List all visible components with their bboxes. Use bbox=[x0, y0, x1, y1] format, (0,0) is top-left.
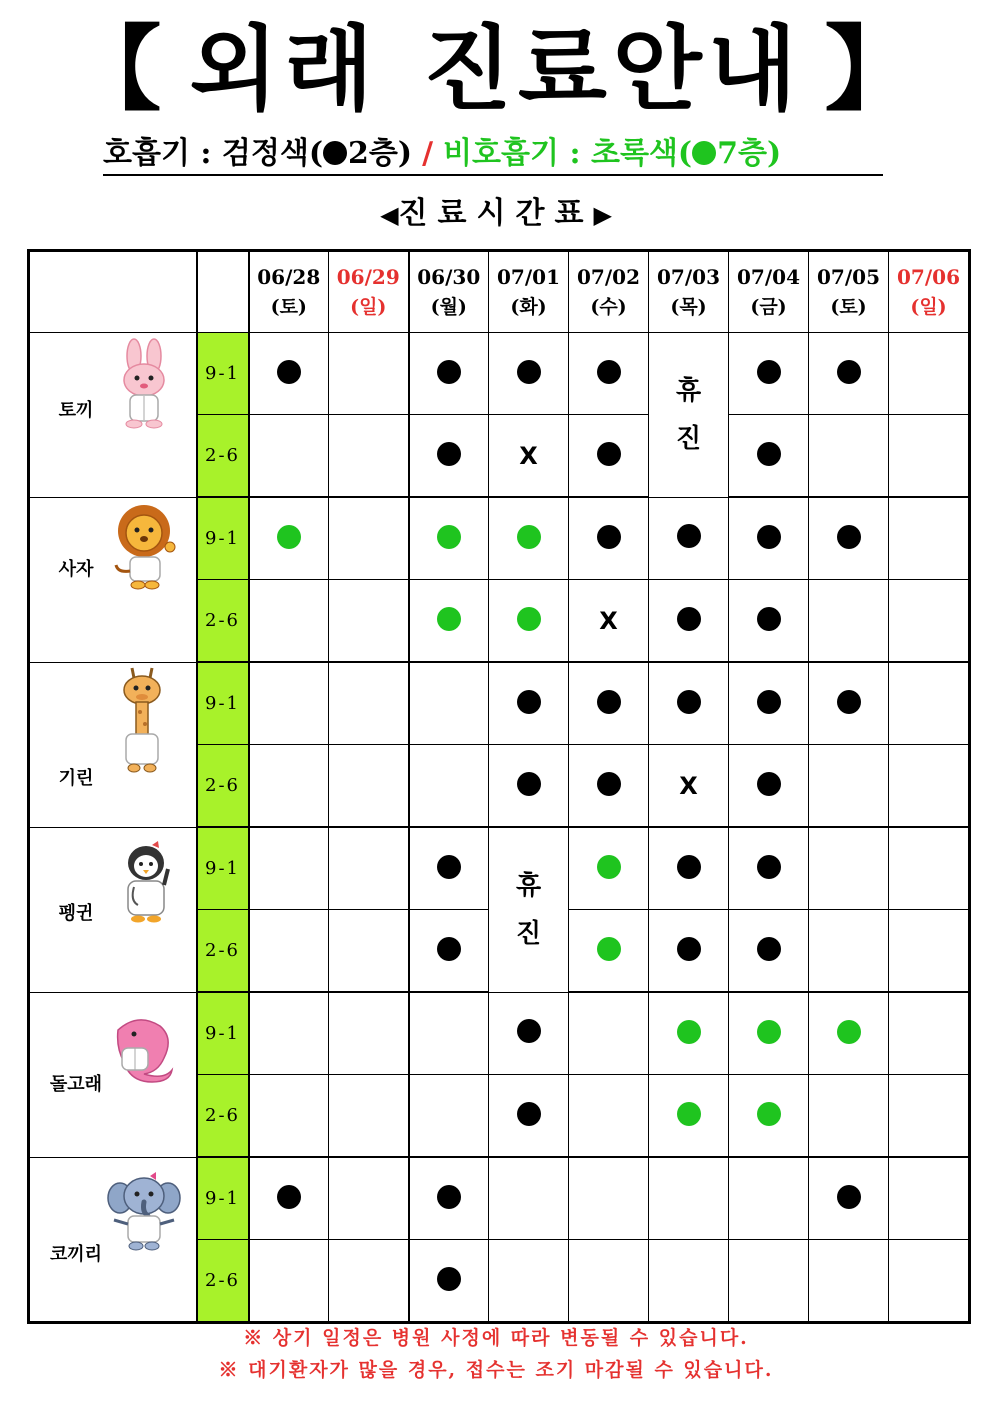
green-dot-icon bbox=[597, 855, 621, 879]
schedule-cell bbox=[329, 662, 409, 745]
schedule-cell bbox=[329, 1240, 409, 1323]
schedule-cell bbox=[729, 1075, 809, 1158]
schedule-table bbox=[27, 249, 971, 1324]
schedule-cell bbox=[489, 662, 569, 745]
schedule-cell bbox=[329, 827, 409, 910]
legend-nonrespiratory-floor: 7층) bbox=[717, 136, 782, 171]
schedule-cell bbox=[569, 1075, 649, 1158]
black-dot-icon bbox=[517, 772, 541, 796]
green-dot-icon bbox=[517, 525, 541, 549]
green-dot-icon bbox=[677, 1020, 701, 1044]
black-dot-icon bbox=[837, 1185, 861, 1209]
black-dot-icon bbox=[437, 1267, 461, 1291]
time-slot-label: 2-6 bbox=[197, 580, 249, 663]
date-header bbox=[569, 251, 649, 333]
color-legend bbox=[103, 134, 883, 176]
black-dot-icon bbox=[597, 772, 621, 796]
date-label: 07/06 bbox=[897, 265, 960, 289]
schedule-cell bbox=[889, 1075, 970, 1158]
closed-label bbox=[489, 862, 568, 958]
elephant-doctor-icon bbox=[106, 1168, 182, 1257]
schedule-cell bbox=[249, 415, 329, 498]
time-slot-label: 9-1 bbox=[197, 827, 249, 910]
doctor-name: 돌고래 bbox=[49, 1073, 103, 1095]
legend-nonrespiratory-label: 비호흡기 : 초록색( bbox=[443, 136, 693, 171]
schedule-cell bbox=[249, 745, 329, 828]
schedule-cell bbox=[729, 992, 809, 1075]
schedule-cell bbox=[809, 662, 889, 745]
time-slot-label: 9-1 bbox=[197, 662, 249, 745]
schedule-cell bbox=[729, 1240, 809, 1323]
black-dot-icon bbox=[597, 360, 621, 384]
time-slot-label: 2-6 bbox=[197, 415, 249, 498]
notice-line-1: ※ 상기 일정은 병원 사정에 따라 변동될 수 있습니다. bbox=[243, 1327, 749, 1349]
table-row bbox=[29, 1157, 970, 1240]
schedule-cell bbox=[569, 910, 649, 993]
schedule-cell bbox=[329, 992, 409, 1075]
date-label: 07/02 bbox=[577, 265, 640, 289]
black-dot-icon bbox=[757, 525, 781, 549]
schedule-cell bbox=[569, 580, 649, 663]
green-dot-icon bbox=[757, 1020, 781, 1044]
schedule-cell bbox=[809, 1075, 889, 1158]
subtitle-text: 진료시간표 bbox=[398, 196, 594, 231]
page-title bbox=[0, 10, 992, 130]
schedule-cell bbox=[809, 415, 889, 498]
schedule-cell bbox=[409, 415, 489, 498]
date-header bbox=[729, 251, 809, 333]
schedule-cell bbox=[329, 1075, 409, 1158]
closed-char: 휴 bbox=[675, 375, 702, 406]
schedule-cell bbox=[569, 745, 649, 828]
schedule-cell bbox=[569, 1157, 649, 1240]
date-label: 06/30 bbox=[417, 265, 481, 289]
date-header bbox=[889, 251, 970, 333]
date-label: 07/04 bbox=[737, 265, 800, 289]
green-dot-icon bbox=[437, 525, 461, 549]
schedule-cell bbox=[409, 1075, 489, 1158]
schedule-cell bbox=[489, 580, 569, 663]
weekday-label: (토) bbox=[270, 296, 307, 318]
schedule-cell bbox=[889, 1240, 970, 1323]
title-word-outpatient: 외래 bbox=[189, 16, 380, 123]
doctor-name: 기린 bbox=[58, 767, 94, 789]
green-dot-icon bbox=[277, 525, 301, 549]
table-row bbox=[29, 992, 970, 1075]
schedule-cell bbox=[489, 827, 569, 992]
black-dot-icon bbox=[757, 360, 781, 384]
schedule-cell bbox=[329, 580, 409, 663]
schedule-cell bbox=[409, 580, 489, 663]
black-dot-icon bbox=[517, 1102, 541, 1126]
schedule-cell bbox=[649, 662, 729, 745]
schedule-cell bbox=[409, 497, 489, 580]
black-dot-icon bbox=[437, 1185, 461, 1209]
schedule-cell bbox=[809, 992, 889, 1075]
black-dot-icon bbox=[597, 690, 621, 714]
notice-line-2: ※ 대기환자가 많을 경우, 접수는 조기 마감될 수 있습니다. bbox=[218, 1359, 774, 1381]
schedule-cell bbox=[729, 1157, 809, 1240]
schedule-cell bbox=[489, 745, 569, 828]
weekday-label: (수) bbox=[590, 296, 627, 318]
doctor-cell bbox=[29, 497, 197, 662]
date-label: 07/03 bbox=[657, 265, 720, 289]
schedule-cell bbox=[249, 662, 329, 745]
weekday-label: (목) bbox=[670, 296, 707, 318]
unavailable-mark: X bbox=[519, 441, 538, 470]
date-label: 07/05 bbox=[817, 265, 880, 289]
title-bracket-open: 【 bbox=[69, 16, 168, 123]
schedule-cell bbox=[409, 1240, 489, 1323]
black-dot-icon bbox=[677, 855, 701, 879]
schedule-cell bbox=[329, 745, 409, 828]
black-dot-icon bbox=[757, 855, 781, 879]
date-header-row bbox=[29, 251, 970, 333]
green-dot-icon bbox=[757, 1102, 781, 1126]
weekday-label: (토) bbox=[830, 296, 867, 318]
schedule-cell bbox=[409, 662, 489, 745]
schedule-cell bbox=[729, 415, 809, 498]
schedule-cell bbox=[329, 1157, 409, 1240]
doctor-name: 토끼 bbox=[58, 399, 94, 421]
schedule-cell bbox=[889, 662, 970, 745]
date-header bbox=[409, 251, 489, 333]
schedule-cell bbox=[649, 910, 729, 993]
schedule-cell bbox=[729, 662, 809, 745]
header-time-cell bbox=[197, 251, 249, 333]
schedule-cell bbox=[649, 827, 729, 910]
date-label: 07/01 bbox=[497, 265, 560, 289]
schedule-cell bbox=[249, 1075, 329, 1158]
time-slot-label: 2-6 bbox=[197, 1075, 249, 1158]
schedule-cell bbox=[729, 333, 809, 415]
black-dot-icon bbox=[323, 141, 347, 165]
schedule-cell bbox=[489, 333, 569, 415]
schedule-cell bbox=[569, 415, 649, 498]
schedule-cell bbox=[649, 497, 729, 580]
schedule-cell bbox=[809, 827, 889, 910]
schedule-cell bbox=[409, 333, 489, 415]
schedule-cell bbox=[809, 910, 889, 993]
schedule-cell bbox=[249, 992, 329, 1075]
unavailable-mark: X bbox=[679, 771, 698, 800]
schedule-cell bbox=[249, 333, 329, 415]
schedule-cell bbox=[569, 827, 649, 910]
schedule-cell bbox=[329, 415, 409, 498]
doctor-name: 코끼리 bbox=[49, 1244, 103, 1266]
schedule-cell bbox=[729, 827, 809, 910]
black-dot-icon bbox=[517, 360, 541, 384]
weekday-label: (일) bbox=[910, 296, 947, 318]
black-dot-icon bbox=[677, 524, 701, 548]
schedule-cell bbox=[729, 580, 809, 663]
black-dot-icon bbox=[437, 360, 461, 384]
doctor-name: 펭귄 bbox=[58, 902, 94, 924]
table-row bbox=[29, 827, 970, 910]
black-dot-icon bbox=[597, 525, 621, 549]
black-dot-icon bbox=[757, 937, 781, 961]
legend-respiratory-floor: 2층) bbox=[348, 136, 413, 171]
schedule-cell bbox=[809, 580, 889, 663]
date-header bbox=[809, 251, 889, 333]
black-dot-icon bbox=[517, 690, 541, 714]
green-dot-icon bbox=[837, 1020, 861, 1044]
green-dot-icon bbox=[437, 607, 461, 631]
closed-char: 휴 bbox=[515, 870, 542, 901]
black-dot-icon bbox=[277, 360, 301, 384]
schedule-cell bbox=[729, 745, 809, 828]
schedule-cell bbox=[249, 1157, 329, 1240]
black-dot-icon bbox=[757, 607, 781, 631]
doctor-cell bbox=[29, 827, 197, 992]
schedule-cell bbox=[889, 1157, 970, 1240]
black-dot-icon bbox=[757, 772, 781, 796]
schedule-cell bbox=[729, 910, 809, 993]
closed-char: 진 bbox=[515, 918, 542, 949]
time-slot-label: 9-1 bbox=[197, 992, 249, 1075]
schedule-cell bbox=[489, 1157, 569, 1240]
schedule-cell bbox=[649, 580, 729, 663]
doctor-cell bbox=[29, 333, 197, 498]
black-dot-icon bbox=[677, 937, 701, 961]
weekday-label: (월) bbox=[430, 296, 467, 318]
schedule-cell bbox=[809, 497, 889, 580]
schedule-cell bbox=[329, 910, 409, 993]
unavailable-mark: X bbox=[599, 606, 618, 635]
penguin-doctor-icon bbox=[112, 839, 182, 930]
table-row bbox=[29, 497, 970, 580]
black-dot-icon bbox=[837, 360, 861, 384]
schedule-cell bbox=[809, 1240, 889, 1323]
schedule-cell bbox=[809, 333, 889, 415]
schedule-cell bbox=[569, 662, 649, 745]
schedule-cell bbox=[569, 1240, 649, 1323]
lion-doctor-icon bbox=[112, 499, 182, 596]
legend-separator: / bbox=[422, 136, 434, 171]
schedule-cell bbox=[489, 1240, 569, 1323]
triangle-left-icon: ◀ bbox=[380, 200, 399, 229]
schedule-cell bbox=[489, 1075, 569, 1158]
schedule-cell bbox=[889, 827, 970, 910]
schedule-cell bbox=[889, 992, 970, 1075]
header-doctor-cell bbox=[29, 251, 197, 333]
schedule-cell bbox=[809, 745, 889, 828]
green-dot-icon bbox=[517, 607, 541, 631]
schedule-cell bbox=[889, 910, 970, 993]
schedule-cell bbox=[649, 1240, 729, 1323]
date-header bbox=[249, 251, 329, 333]
closed-label bbox=[649, 367, 728, 463]
weekday-label: (일) bbox=[350, 296, 387, 318]
schedule-cell bbox=[889, 580, 970, 663]
date-header bbox=[489, 251, 569, 333]
schedule-cell bbox=[409, 1157, 489, 1240]
schedule-cell bbox=[649, 333, 729, 498]
schedule-subtitle bbox=[0, 192, 992, 237]
date-header bbox=[649, 251, 729, 333]
weekday-label: (화) bbox=[510, 296, 547, 318]
notice-block bbox=[0, 1322, 992, 1386]
schedule-cell bbox=[569, 333, 649, 415]
black-dot-icon bbox=[437, 855, 461, 879]
black-dot-icon bbox=[437, 442, 461, 466]
black-dot-icon bbox=[597, 442, 621, 466]
schedule-cell bbox=[809, 1157, 889, 1240]
giraffe-doctor-icon bbox=[108, 664, 178, 781]
schedule-cell bbox=[409, 745, 489, 828]
schedule-cell bbox=[649, 992, 729, 1075]
black-dot-icon bbox=[757, 690, 781, 714]
schedule-cell bbox=[249, 580, 329, 663]
doctor-cell bbox=[29, 662, 197, 827]
title-bracket-close: 】 bbox=[824, 16, 923, 123]
schedule-cell bbox=[409, 827, 489, 910]
date-header bbox=[329, 251, 409, 333]
schedule-cell bbox=[729, 497, 809, 580]
schedule-cell bbox=[649, 1075, 729, 1158]
time-slot-label: 2-6 bbox=[197, 1240, 249, 1323]
green-dot-icon bbox=[597, 937, 621, 961]
doctor-cell bbox=[29, 992, 197, 1157]
schedule-cell bbox=[489, 497, 569, 580]
green-dot-icon bbox=[677, 1102, 701, 1126]
date-label: 06/28 bbox=[257, 265, 321, 289]
schedule-cell bbox=[649, 745, 729, 828]
black-dot-icon bbox=[677, 690, 701, 714]
schedule-cell bbox=[489, 992, 569, 1075]
schedule-cell bbox=[489, 415, 569, 498]
weekday-label: (금) bbox=[750, 296, 787, 318]
schedule-cell bbox=[329, 333, 409, 415]
closed-char: 진 bbox=[675, 423, 702, 454]
doctor-name: 사자 bbox=[58, 558, 94, 580]
green-dot-icon bbox=[692, 141, 716, 165]
schedule-cell bbox=[889, 745, 970, 828]
schedule-cell bbox=[889, 497, 970, 580]
black-dot-icon bbox=[277, 1185, 301, 1209]
schedule-cell bbox=[249, 1240, 329, 1323]
schedule-cell bbox=[889, 415, 970, 498]
dolphin-doctor-icon bbox=[108, 1012, 178, 1091]
time-slot-label: 2-6 bbox=[197, 745, 249, 828]
schedule-cell bbox=[249, 827, 329, 910]
date-label: 06/29 bbox=[336, 265, 400, 289]
legend-respiratory-label: 호흡기 : 검정색( bbox=[103, 136, 324, 171]
time-slot-label: 9-1 bbox=[197, 497, 249, 580]
schedule-cell bbox=[409, 992, 489, 1075]
black-dot-icon bbox=[757, 442, 781, 466]
schedule-cell bbox=[409, 910, 489, 993]
doctor-cell bbox=[29, 1157, 197, 1323]
time-slot-label: 2-6 bbox=[197, 910, 249, 993]
title-word-guide: 진료안내 bbox=[423, 16, 803, 123]
schedule-cell bbox=[249, 910, 329, 993]
black-dot-icon bbox=[837, 690, 861, 714]
time-slot-label: 9-1 bbox=[197, 1157, 249, 1240]
triangle-right-icon: ▶ bbox=[593, 200, 612, 229]
schedule-cell bbox=[249, 497, 329, 580]
table-row bbox=[29, 662, 970, 745]
schedule-cell bbox=[329, 497, 409, 580]
schedule-cell bbox=[649, 1157, 729, 1240]
table-row bbox=[29, 333, 970, 415]
rabbit-doctor-icon bbox=[110, 338, 180, 435]
black-dot-icon bbox=[517, 1019, 541, 1043]
black-dot-icon bbox=[677, 607, 701, 631]
schedule-cell bbox=[569, 992, 649, 1075]
time-slot-label: 9-1 bbox=[197, 333, 249, 415]
schedule-cell bbox=[569, 497, 649, 580]
black-dot-icon bbox=[837, 525, 861, 549]
schedule-cell bbox=[889, 333, 970, 415]
black-dot-icon bbox=[437, 937, 461, 961]
